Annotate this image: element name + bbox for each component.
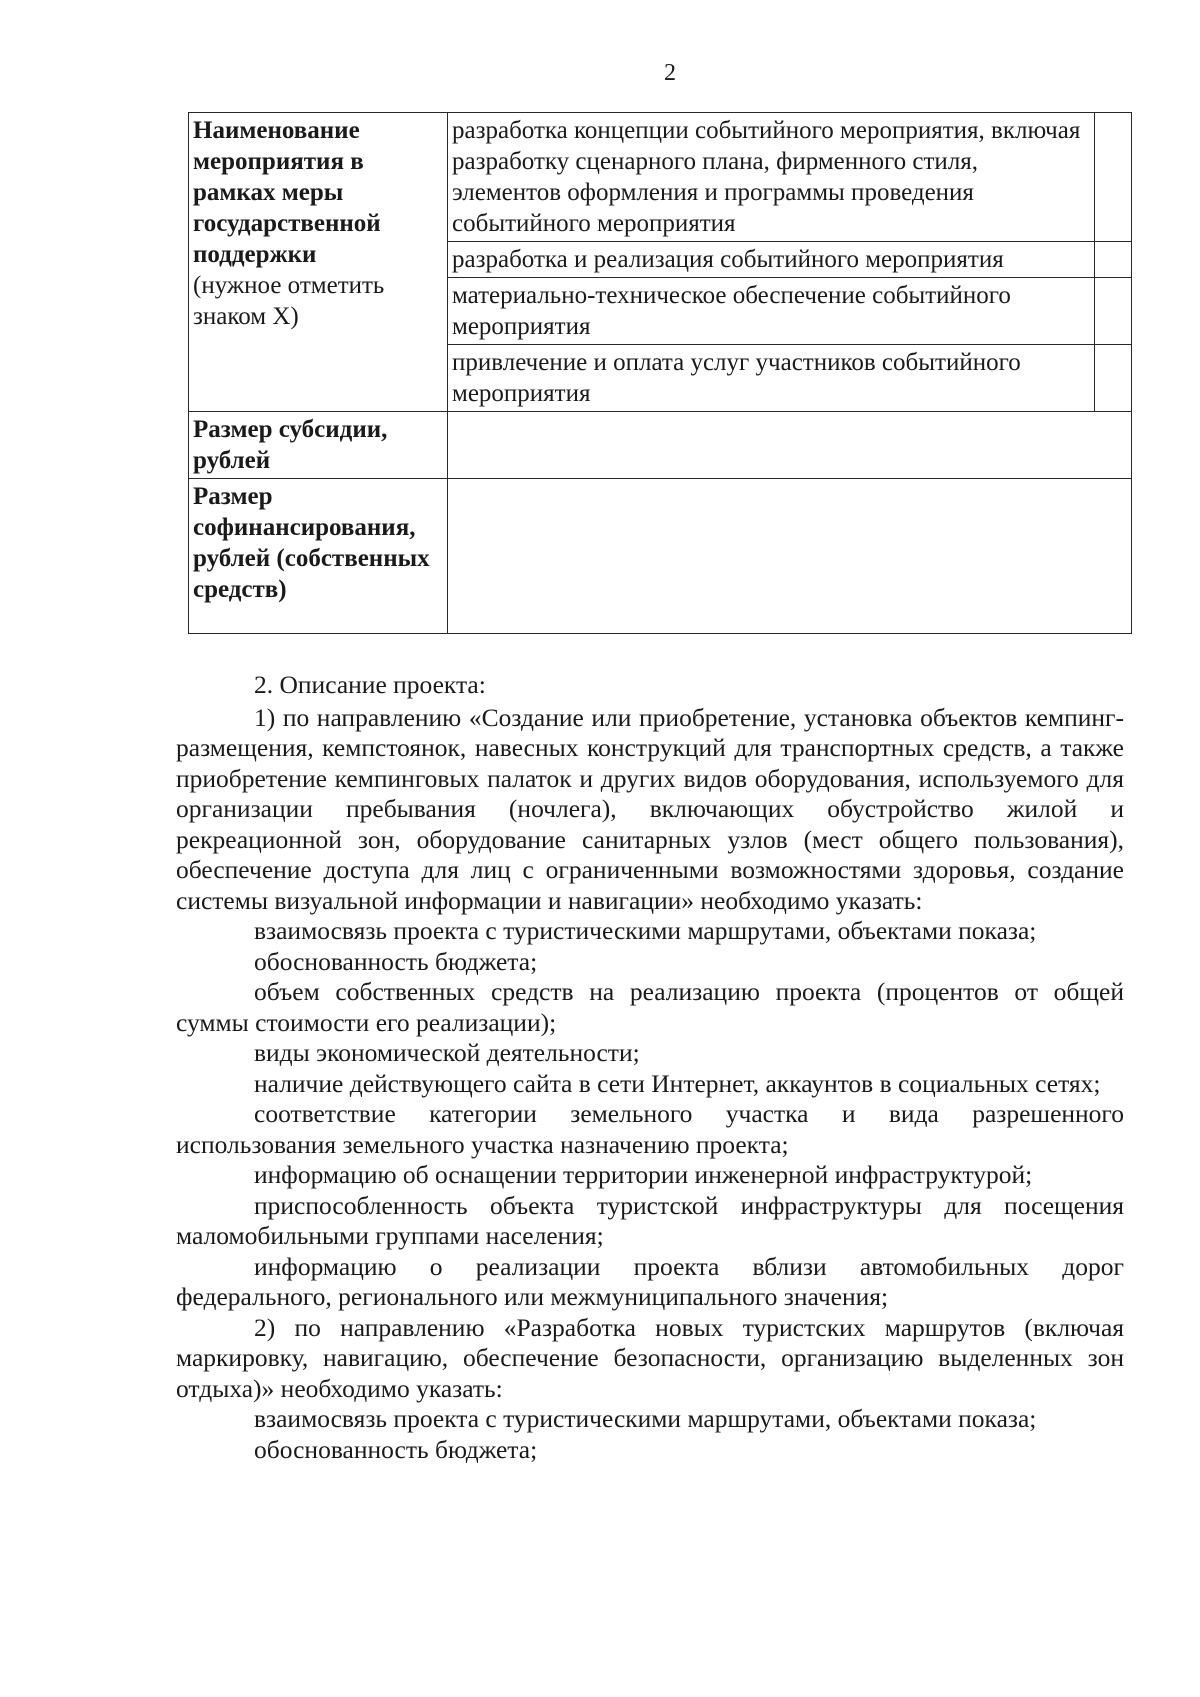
event-label: Наименование мероприятия в рамках меры государственной поддержки bbox=[193, 117, 381, 268]
table-row bbox=[189, 113, 1132, 242]
event-option-mark[interactable] bbox=[1095, 345, 1132, 412]
event-option-mark[interactable] bbox=[1095, 113, 1132, 242]
list-item: взаимосвязь проекта с туристическими маршрутами, объектами показа; bbox=[254, 916, 1037, 945]
list-item: виды экономической деятельности; bbox=[254, 1038, 640, 1067]
direction-1-intro: 1) по направлению «Создание или приобретение, установка объектов кемпинг-размещения, кемпстоянок, навесных конструкций для транспортных средств, а также приобретение кемпинговых палаток и других видов оборудования, используемого для организации пребывания (ночлега), включающих обустройство жилой и рекреационной зон, оборудование санитарных узлов (мест общего пользования), обеспечение доступа для лиц с ограниченными возможностями здоровья, создание системы визуальной информации и навигации» необходимо указать: bbox=[176, 702, 1124, 915]
list-item: информацию об оснащении территории инженерной инфраструктурой; bbox=[254, 1160, 1033, 1189]
table-row bbox=[189, 479, 1132, 634]
table-row bbox=[189, 412, 1132, 479]
cofinancing-value-field[interactable] bbox=[448, 479, 1132, 634]
cofinancing-label: Размер софинансирования, рублей (собственных средств) bbox=[189, 479, 448, 634]
list-item: обоснованность бюджета; bbox=[254, 1434, 538, 1464]
list-item: объем собственных средств на реализацию проекта (процентов от общей суммы стоимости его реализации); bbox=[176, 977, 1124, 1037]
direction-2-intro: 2) по направлению «Разработка новых туристских маршрутов (включая маркировку, навигацию, обеспечение безопасности, организацию выделенных зон отдыха)» необходимо указать: bbox=[176, 1312, 1124, 1403]
list-item: обоснованность бюджета; bbox=[254, 946, 538, 976]
list-item: взаимосвязь проекта с туристическими маршрутами, объектами показа; bbox=[254, 1404, 1037, 1433]
list-item: соответствие категории земельного участка и вида разрешенного использования земельного участка назначению проекта; bbox=[176, 1099, 1124, 1159]
event-option-mark[interactable] bbox=[1095, 242, 1132, 278]
event-form-table bbox=[188, 112, 1132, 634]
subsidy-value-field[interactable] bbox=[448, 412, 1132, 479]
event-option: материально-техническое обеспечение событийного мероприятия bbox=[448, 278, 1095, 345]
direction-1-list bbox=[176, 916, 1124, 1313]
direction-2-list bbox=[176, 1404, 1124, 1465]
event-option: привлечение и оплата услуг участников событийного мероприятия bbox=[448, 345, 1095, 412]
subsidy-label: Размер субсидии, рублей bbox=[189, 412, 448, 479]
event-option-mark[interactable] bbox=[1095, 278, 1132, 345]
project-description bbox=[176, 670, 1124, 1465]
list-item: наличие действующего сайта в сети Интернет, аккаунтов в социальных сетях; bbox=[254, 1068, 1101, 1098]
list-item: приспособленность объекта туристской инфраструктуры для посещения маломобильными группами населения; bbox=[176, 1190, 1124, 1250]
event-label-cell bbox=[189, 113, 448, 412]
event-option: разработка и реализация событийного мероприятия bbox=[448, 242, 1095, 278]
section-heading: 2. Описание проекта: bbox=[254, 670, 486, 699]
list-item: информацию о реализации проекта вблизи автомобильных дорог федерального, регионального или межмуниципального значения; bbox=[176, 1251, 1124, 1311]
event-option: разработка концепции событийного мероприятия, включая разработку сценарного плана, фирменного стиля, элементов оформления и программы проведения событийного мероприятия bbox=[448, 113, 1095, 242]
page-number: 2 bbox=[664, 60, 676, 86]
event-label-note: (нужное отметить знаком X) bbox=[193, 272, 385, 330]
